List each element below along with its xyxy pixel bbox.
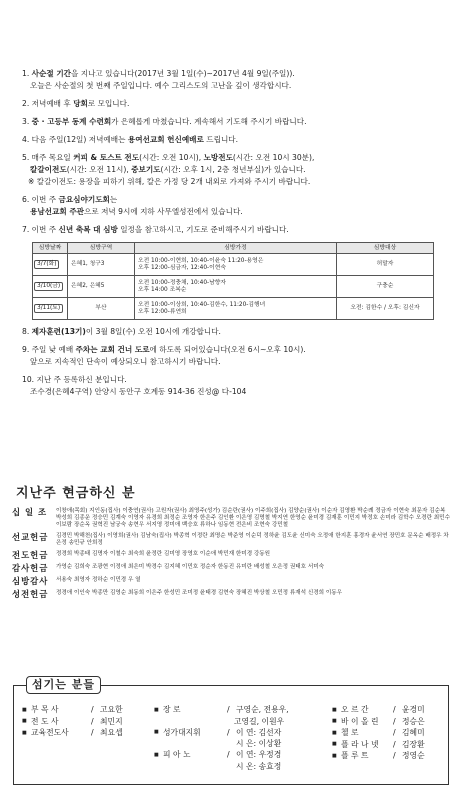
server-name: 시 온: 송효정: [236, 761, 282, 771]
notice-text: 으로 저녁 9시에 지하 사무엘성전에서 있습니다.: [84, 207, 243, 216]
visit-date: 3/7(화): [34, 260, 59, 269]
notice-text: 당회: [73, 99, 88, 108]
notice-item: [22, 326, 442, 338]
server-entry: ■ 플 루 트 /정영순: [332, 751, 425, 760]
server-name: 고요한: [100, 705, 123, 714]
notice-number: 5.: [22, 153, 30, 162]
notice-item: [22, 194, 442, 218]
square-bullet-icon: ■: [332, 706, 337, 713]
offering-category: 감사헌금: [12, 563, 49, 573]
notice-text: 로 모입니다.: [87, 99, 130, 108]
notice-item: [22, 152, 442, 188]
server-role: 장 로: [163, 705, 181, 714]
notice-item: [22, 68, 442, 92]
notice-text: 조수경(은혜4구역) 안양시 동안구 호계동 914-36 진성@ 다-104: [30, 387, 247, 396]
notice-number: 4.: [22, 135, 30, 144]
notice-text: 용여선교회 헌신예배로: [127, 135, 204, 144]
server-entry: ■ 첼 로 /김혜미: [332, 728, 425, 737]
notice-text: 드립니다.: [203, 135, 239, 144]
visit-homes: 오전 10:00-이현희, 10:40-이윤숙 11:20-용영은 오후 12:00-심금자, 12:40-이현숙: [135, 254, 337, 276]
square-bullet-icon: ■: [22, 729, 27, 736]
servers-box: [13, 678, 449, 785]
offering-category: 성전헌금: [12, 589, 49, 599]
server-name: 김장환: [402, 739, 425, 749]
offering-names: 정경희 박종태 김명자 이철수 최숙희 윤정란 김미영 장영호 이순애 박민재 한미경 강동원: [56, 551, 271, 557]
notice-item: [22, 374, 442, 398]
visit-area: 은혜1, 청구3: [68, 254, 135, 276]
offering-category: 심방감사: [12, 576, 49, 586]
server-role: 부 목 사: [31, 705, 59, 714]
server-role: 바 이 올 린: [341, 716, 379, 726]
servers-column-instruments: [332, 704, 425, 762]
offering-names: 이창애(목회) 지인동(집사) 이충연(권사) 고원자(권사) 최영주(성가) 김순란(권사) 이주희(집사) 김양순(권사) 이순자 김영환 박순례 정금자 이현숙 최문자 김순복 박성희 김종운 정승민 김계숙 이영자 유경희 최정순 조영자 한은주 김인환 이은영 김명철 박지연 한영순 윤미경 김재훈 이민지 박정호 손미라 김학수 오경란 최민수 이보람 장순옥 권혁진 남궁숙 송현우 서지영 정미애 백승호 류하나 임동현 전은비 조현숙 강민철: [56, 508, 450, 528]
notice-text: 가 은혜롭게 마쳤습니다. 계속해서 기도해 주시기 바랍니다.: [111, 117, 307, 126]
notice-item: [22, 224, 442, 236]
server-name: 이 연: 김선자: [236, 727, 282, 737]
offering-row: [12, 576, 452, 586]
square-bullet-icon: ■: [154, 751, 159, 758]
notices-section-2: [22, 326, 442, 398]
server-role: 전 도 사: [31, 716, 59, 726]
notice-text: 매주 목요일: [31, 153, 74, 162]
offering-row: [12, 532, 452, 547]
notice-list: [22, 68, 442, 404]
column-header: 심방가정: [135, 243, 337, 254]
visit-target: 오전: 김한수 / 오후: 김신자: [337, 298, 434, 320]
square-bullet-icon: ■: [154, 706, 159, 713]
visit-target: 구충순: [337, 276, 434, 298]
notice-text: 에 하도록 되어있습니다(오전 6시~오후 10시).: [149, 345, 306, 354]
notice-item: [22, 116, 442, 128]
column-header: 심방대상: [337, 243, 434, 254]
square-bullet-icon: ■: [332, 729, 337, 736]
visit-date: 3/10(금): [34, 282, 63, 291]
server-name: 시 은: 이상환: [236, 739, 282, 748]
notice-text: 신년 축복 대 심방: [58, 225, 118, 234]
server-name: 최민지: [100, 716, 123, 726]
notice-text: 앞으로 지속적인 단속이 예상되오니 참고하시기 바랍니다.: [30, 357, 221, 366]
notice-text: 용남선교회 주관: [30, 207, 84, 216]
offering-row: [12, 550, 452, 560]
server-name: 구영순, 전용우,: [236, 705, 289, 714]
server-role: 플 라 나 넷: [341, 739, 379, 749]
notice-text: 이번 주: [31, 195, 59, 204]
square-bullet-icon: ■: [154, 729, 159, 735]
notice-text: 지난 주 등록하신 분입니다.: [36, 375, 127, 384]
notice-text: 오늘은 사순절의 첫 번째 주일입니다. 예수 그리스도의 고난을 깊이 생각합시다.: [30, 81, 292, 90]
notice-text: 는: [109, 195, 118, 204]
notice-number: 10.: [22, 375, 35, 384]
notice-text: 노방전도: [203, 153, 233, 162]
server-name: 이 연: 우정경: [236, 750, 282, 759]
notice-text: 중 · 고등부 동계 수련회: [31, 117, 112, 126]
square-bullet-icon: ■: [332, 741, 337, 747]
notice-text: (시간: 오전 10시 30분),: [232, 153, 315, 162]
visit-homes: 오전 10:00-이상희, 10:40-김한수, 11:20-김행녀 오후 12:00-류연희: [135, 298, 337, 320]
square-bullet-icon: ■: [22, 706, 27, 713]
servers-title: 섬기는 분들: [26, 676, 101, 694]
notice-text: (시간: 오전 10시),: [139, 153, 204, 162]
visit-homes: 오전 10:00-정충채, 10:40-남향자 오후 14:00 조복순: [135, 276, 337, 298]
notice-item: [22, 344, 442, 368]
notice-number: 2.: [22, 99, 30, 108]
offering-row: [12, 589, 452, 599]
notices-section-1: [22, 68, 442, 236]
server-entry: ■ 바 이 올 린 /정승은: [332, 716, 425, 726]
visit-target: 허말자: [337, 254, 434, 276]
notice-number: 8.: [22, 327, 30, 336]
server-entry: [154, 738, 289, 749]
offering-title: 지난주 현금하신 분: [16, 486, 136, 501]
server-entry: [154, 761, 289, 772]
notice-text: 주일 낮 예배: [31, 345, 76, 354]
notice-number: 7.: [22, 225, 30, 234]
notice-text: 일정을 참고하시고, 기도로 준비해주시기 바랍니다.: [117, 225, 289, 234]
offering-category: 십 일 조: [12, 507, 48, 517]
notice-text: 을 지나고 있습니다(2017년 3월 1일(수)~2017년 4월 9일(주일)).: [71, 69, 295, 78]
server-role: 오 르 간: [341, 705, 369, 714]
notice-text: 주차는 교회 건너 도로: [75, 345, 150, 354]
offering-category: 전도헌금: [12, 550, 49, 560]
offering-row: [12, 507, 452, 529]
table-row: [33, 254, 434, 276]
visit-area: 부산: [68, 298, 135, 320]
server-role: 플 루 트: [341, 751, 369, 760]
server-entry: ■ 부 목 사 /고요한: [22, 705, 123, 714]
offering-names: 김경민 박해천(집사) 이영희(권사) 김남숙(집사) 박종혁 이정란 최명순 박준영 이순덕 정하윤 김도윤 신미숙 오정애 한지훈 홍경자 윤서연 장민호 문옥순 배정우 차은정 송민규 안희정: [56, 533, 449, 546]
square-bullet-icon: ■: [332, 718, 337, 724]
notice-text: 이 3월 8일(수) 오전 10시에 개강합니다.: [85, 327, 221, 336]
offering-row: [12, 563, 452, 573]
offering-names: 가영순 김희숙 조광현 이정애 최은미 박경수 김지혜 이민호 정순자 한동진 유미란 배성철 오은정 권태호 서미숙: [56, 564, 325, 570]
server-entry: ■ 전 도 사 /최민지: [22, 716, 123, 726]
visitation-table: [32, 242, 434, 320]
notice-text: 이번 주: [31, 225, 59, 234]
server-role: 성가대지휘: [163, 727, 201, 737]
server-entry: ■ 플 라 나 넷 /김장환: [332, 739, 425, 749]
notice-text: 중보기도: [131, 165, 161, 174]
notice-text: 제자훈련(13기): [31, 327, 86, 336]
notice-text: 커피 & 토스트 전도: [73, 153, 140, 162]
table-row: [33, 298, 434, 320]
notice-item: [22, 98, 442, 110]
server-entry: ■ 장 로 /구영순, 전용우,: [154, 705, 289, 714]
server-name: 정승은: [402, 716, 425, 726]
notice-text: 칼갈이전도: [30, 165, 67, 174]
server-name: 김혜미: [402, 728, 425, 737]
square-bullet-icon: ■: [332, 752, 337, 759]
notice-note: ※ 칼갈이전도: 용장을 피하기 위해, 칼은 가정 당 2개 내외로 가져와 주시기 바랍니다.: [28, 177, 311, 186]
server-name-continued: 고영길, 이원우: [234, 716, 285, 726]
table-row: [33, 276, 434, 298]
offering-list: [12, 507, 452, 599]
notice-text: 저녁예배 후: [31, 99, 74, 108]
notice-text: 다음 주일(12일) 저녁예배는: [31, 135, 128, 144]
server-entry: ■ 오 르 간 /윤경미: [332, 705, 425, 714]
server-name: 정영순: [402, 751, 425, 760]
notice-text: (시간: 오후 1시, 2층 청년부실)가 있습니다.: [160, 165, 306, 174]
notice-number: 1.: [22, 69, 30, 78]
offering-names: 정경애 이인숙 박종만 김영순 최동희 이은주 한성민 조미정 윤태경 김현숙 장혜진 박상철 오민정 류재석 신경희 이동우: [56, 590, 343, 596]
server-name: 윤경미: [402, 705, 425, 714]
server-name: 최요셉: [100, 728, 123, 737]
servers-column-elders-music: [154, 704, 289, 772]
visit-date: 3/11(토): [34, 304, 63, 313]
notice-number: 9.: [22, 345, 30, 354]
server-entry: ■ 성가대지휘 /이 연: 김선자: [154, 727, 282, 737]
visitation-schedule: [32, 242, 442, 320]
notice-item: [22, 134, 442, 146]
notice-text: 사순절 기간: [31, 69, 71, 78]
server-role: 피 아 노: [163, 750, 191, 759]
notice-text: (시간: 오전 11시),: [66, 165, 132, 174]
notice-text: 금요심야기도회: [58, 195, 110, 204]
table-header-row: [33, 243, 434, 254]
servers-column-staff: [22, 704, 123, 739]
offering-category: 선교헌금: [12, 532, 49, 542]
notice-number: 3.: [22, 117, 30, 126]
server-entry: ■ 교육전도사 /최요셉: [22, 728, 123, 737]
offering-names: 서용숙 최영자 정하순 이민경 우 열: [56, 577, 141, 583]
offering-section: [12, 482, 452, 602]
column-header: 심방구역: [68, 243, 135, 254]
server-role: 첼 로: [341, 728, 359, 737]
server-role: 교육전도사: [31, 728, 69, 737]
column-header: 심방날짜: [33, 243, 68, 254]
notice-number: 6.: [22, 195, 30, 204]
visit-area: 은혜2, 은혜5: [68, 276, 135, 298]
square-bullet-icon: ■: [22, 718, 27, 724]
server-entry: ■ 피 아 노 /이 연: 우정경: [154, 750, 282, 759]
